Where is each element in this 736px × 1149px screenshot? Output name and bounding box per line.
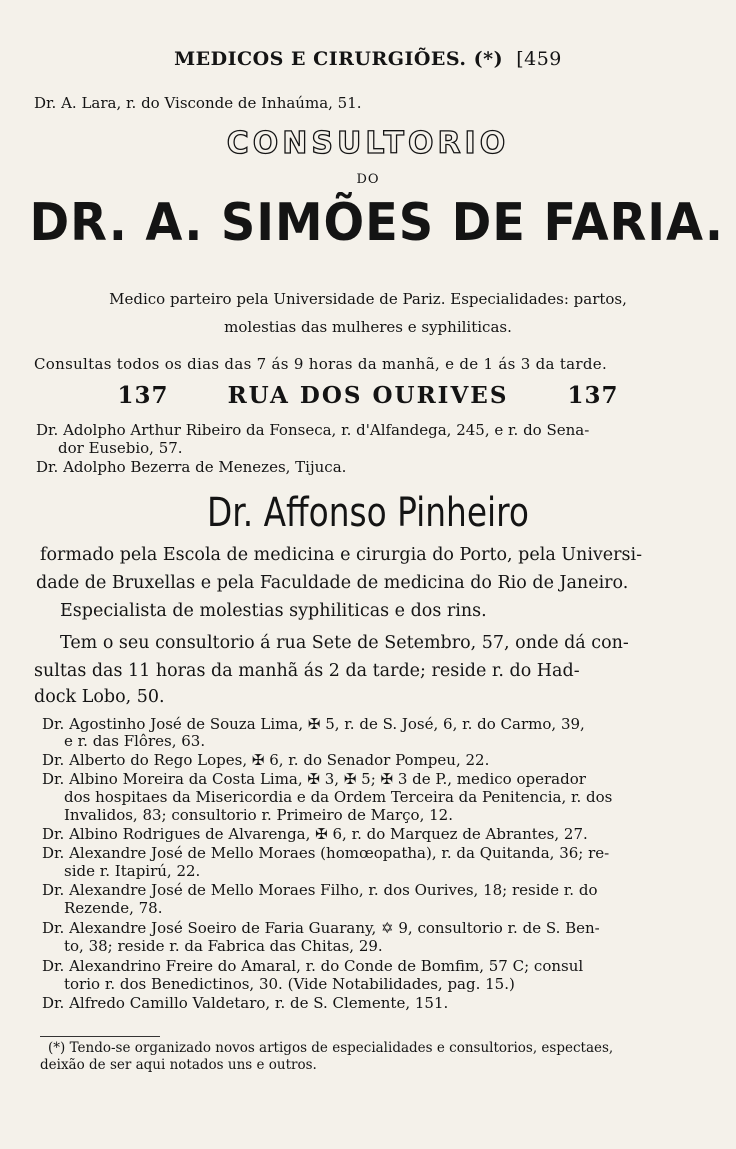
affonso-line-6: dock Lobo, 50. [34,687,165,707]
affonso-line-1: formado pela Escola de medicina e cirurgia do Porto, pela Universi- [40,545,643,565]
entry-line-8: Dr. Alexandre José de Mello Moraes (homœopatha), r. da Quitanda, 36; re- [42,844,610,862]
footnote-line-2: deixão de ser aqui notados uns e outros. [40,1057,317,1073]
footnote-line-1: (*) Tendo-se organizado novos artigos de especialidades e consultorios, espectaes, [48,1040,614,1056]
advert-desc-2: molestias das mulheres e syphiliticas. [224,318,512,336]
entry-line-11: Rezende, 78. [64,899,163,917]
entry-line-3: Dr. Alberto do Rego Lopes, ✠ 6, r. do Senador Pompeu, 22. [42,751,490,769]
entry-line-4: Dr. Albino Moreira da Costa Lima, ✠ 3, ✠ 5; ✠ 3 de P., medico operador [42,770,586,788]
affonso-line-4: Tem o seu consultorio á rua Sete de Setembro, 57, onde dá con- [60,633,629,653]
affonso-line-2: dade de Bruxellas e pela Faculdade de medicina do Rio de Janeiro. [36,573,629,593]
entry-line-12: Dr. Alexandre José Soeiro de Faria Guarany, ✡ 9, consultorio r. de S. Ben- [42,919,600,937]
entry-line-6: Invalidos, 83; consultorio r. Primeiro de Março, 12. [64,806,453,824]
advert-affonso-name: Dr. Affonso Pinheiro [207,490,529,536]
street-number-right: 137 [567,382,619,409]
advert-name: DR. A. SIMÕES DE FARIA. [29,193,724,253]
affonso-line-5: sultas das 11 horas da manhã ás 2 da tarde; reside r. do Had- [34,661,580,681]
entry-lara: Dr. A. Lara, r. do Visconde de Inhaúma, 51. [34,94,362,112]
entry-line-9: side r. Itapirú, 22. [64,862,201,880]
entry-line-13: to, 38; reside r. da Fabrica das Chitas, 29. [64,937,383,955]
footnote-rule [40,1036,160,1037]
entry-fonseca-1: Dr. Adolpho Arthur Ribeiro da Fonseca, r. d'Alfandega, 245, e r. do Sena- [36,421,590,439]
entry-line-14: Dr. Alexandrino Freire do Amaral, r. do Conde de Bomfim, 57 C; consul [42,957,584,975]
entry-line-16: Dr. Alfredo Camillo Valdetaro, r. de S. Clemente, 151. [42,994,449,1012]
entry-line-7: Dr. Albino Rodrigues de Alvarenga, ✠ 6, r. do Marquez de Abrantes, 27. [42,825,588,843]
entry-line-1: Dr. Agostinho José de Souza Lima, ✠ 5, r. de S. José, 6, r. do Carmo, 39, [42,715,585,733]
header-title: MEDICOS E CIRURGIÕES. [174,48,467,70]
entry-fonseca-2: dor Eusebio, 57. [58,439,183,457]
entry-line-5: dos hospitaes da Misericordia e da Ordem Terceira da Penitencia, r. dos [64,788,613,806]
page-header [0,48,736,70]
affonso-line-3: Especialista de molestias syphiliticas e dos rins. [60,601,487,621]
street-name: RUA DOS OURIVES [227,382,509,409]
entry-line-15: torio r. dos Benedictinos, 30. (Vide Notabilidades, pag. 15.) [64,975,515,993]
entry-menezes: Dr. Adolpho Bezerra de Menezes, Tijuca. [36,458,347,476]
advert-desc-1: Medico parteiro pela Universidade de Pariz. Especialidades: partos, [109,290,627,308]
footnote-marker: (*) [473,48,504,70]
advert-street [0,382,736,409]
do-heading: DO [356,172,380,187]
entry-line-10: Dr. Alexandre José de Mello Moraes Filho, r. dos Ourives, 18; reside r. do [42,881,598,899]
page-number: [459 [516,48,562,70]
street-number-left: 137 [117,382,169,409]
advert-hours: Consultas todos os dias das 7 ás 9 horas da manhã, e de 1 ás 3 da tarde. [34,355,608,373]
entry-line-2: e r. das Flôres, 63. [64,732,206,750]
consultorio-heading: CONSULTORIO [226,126,510,161]
